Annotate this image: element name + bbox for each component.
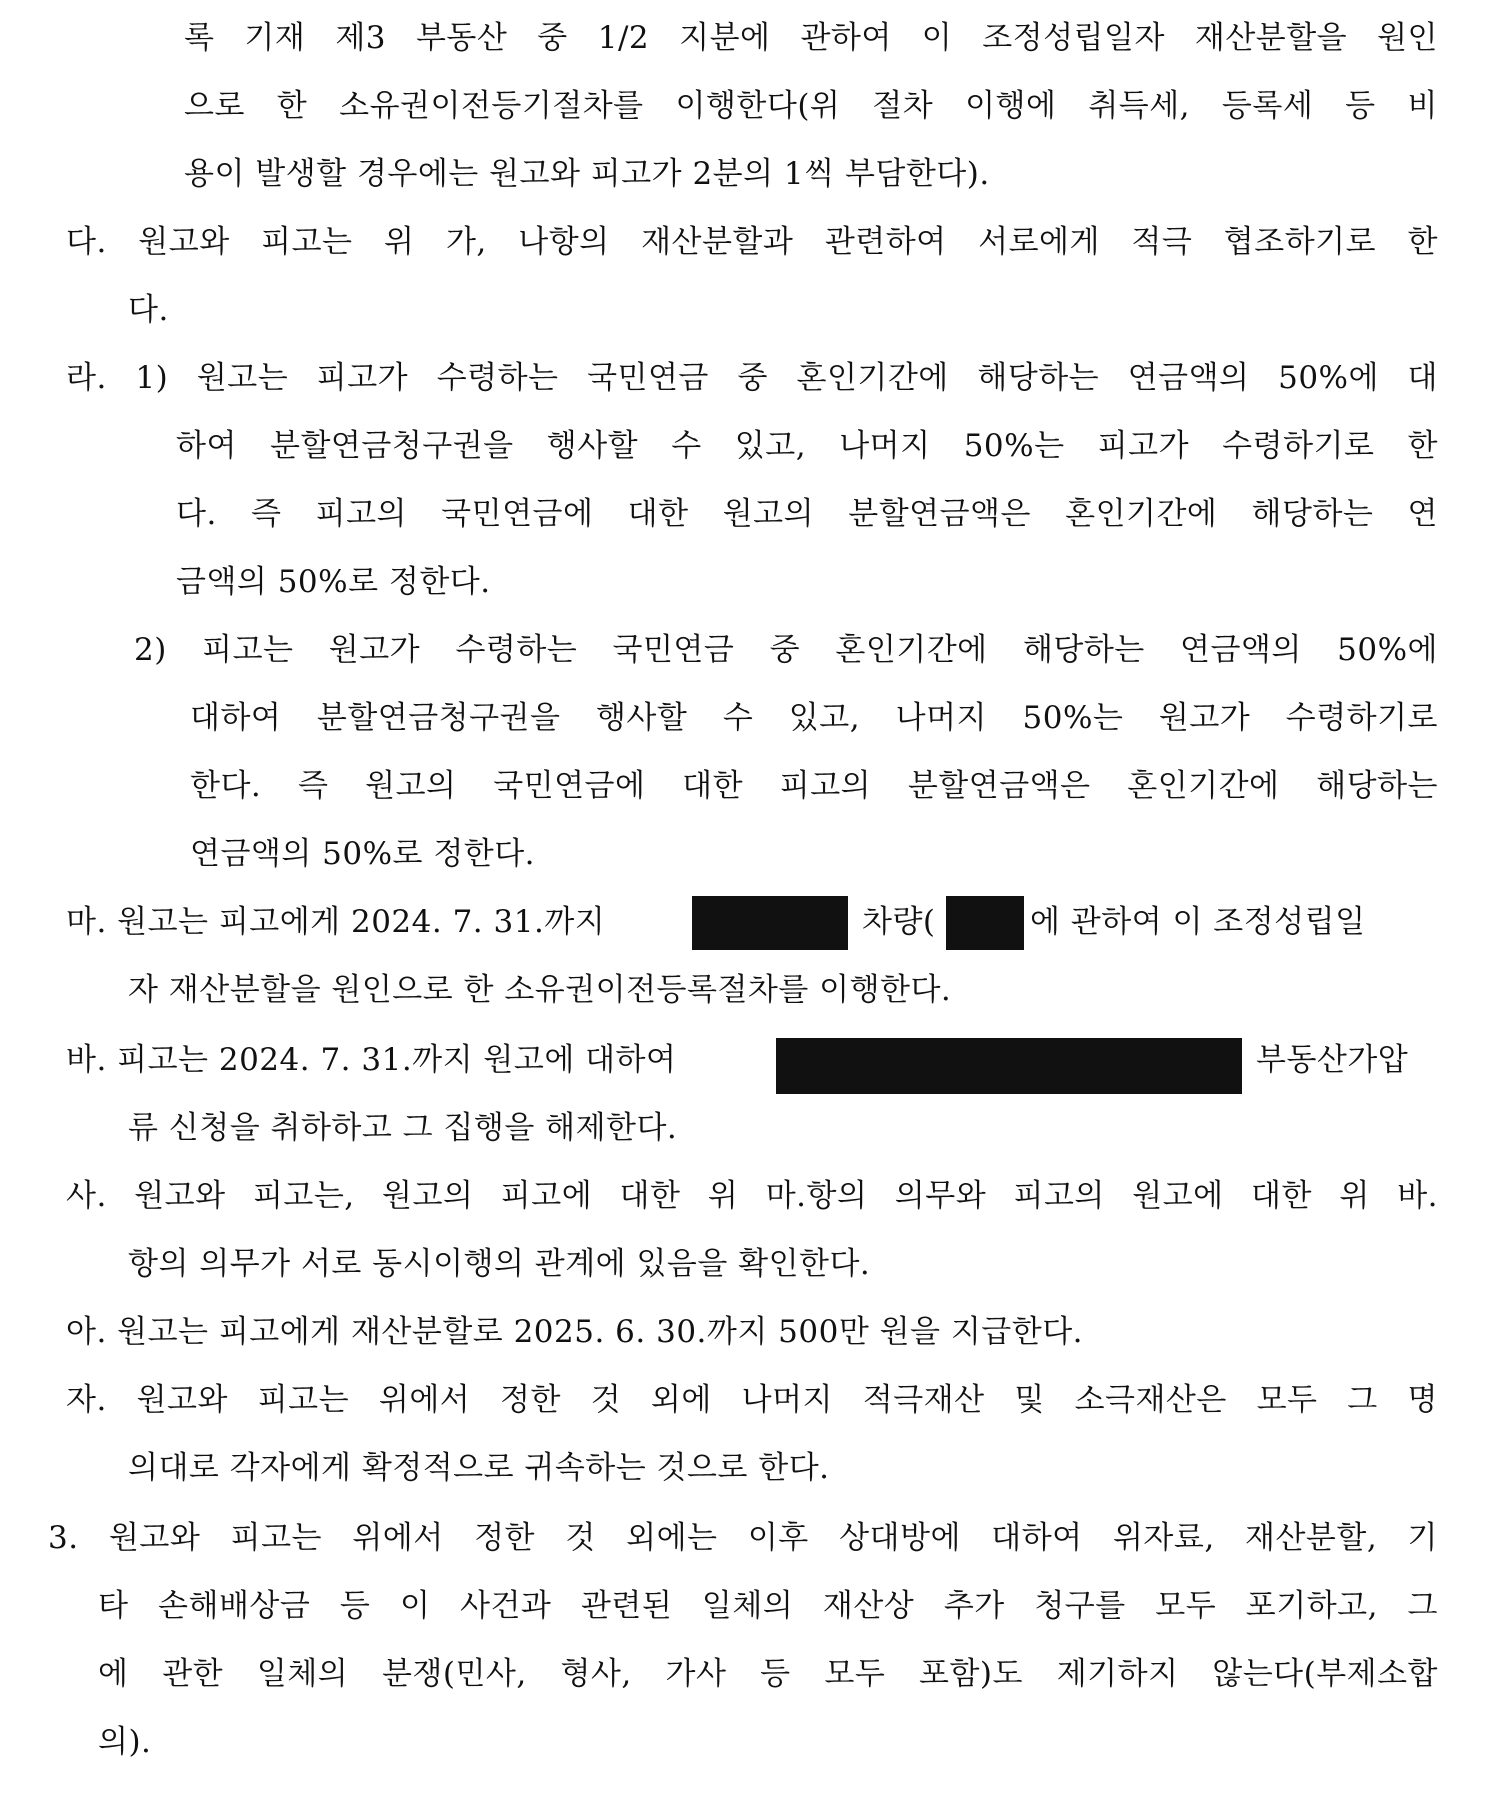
text-line: 에 관한 일체의 분쟁(민사, 형사, 가사 등 모두 포함)도 제기하지 않는다(부제소합 [98, 1656, 1438, 1692]
text-line: 금액의 50%로 정한다. [176, 564, 491, 600]
text-line: 연금액의 50%로 정한다. [190, 836, 536, 872]
text-line: 사. 원고와 피고는, 원고의 피고에 대한 위 마.항의 의무와 피고의 원고에 대한 위 바. [66, 1178, 1438, 1214]
text-line: 아. 원고는 피고에게 재산분할로 2025. 6. 30.까지 500만 원을 지급한다. [66, 1314, 1083, 1350]
text-line: 자 재산분할을 원인으로 한 소유권이전등록절차를 이행한다. [128, 972, 952, 1008]
redaction-box [946, 896, 1024, 950]
redaction-box [776, 1038, 1242, 1094]
text-line: 자. 원고와 피고는 위에서 정한 것 외에 나머지 적극재산 및 소극재산은 모두 그 명 [66, 1382, 1438, 1418]
text-line: 라. 1) 원고는 피고가 수령하는 국민연금 중 혼인기간에 해당하는 연금액의 50%에 대 [66, 360, 1438, 396]
text-line: 하여 분할연금청구권을 행사할 수 있고, 나머지 50%는 피고가 수령하기로 한 [176, 428, 1438, 464]
text-line: 마. 원고는 피고에게 2024. 7. 31.까지 [66, 904, 606, 940]
text-line: 바. 피고는 2024. 7. 31.까지 원고에 대하여 [66, 1042, 677, 1078]
text-line: 타 손해배상금 등 이 사건과 관련된 일체의 재산상 추가 청구를 모두 포기하고, 그 [98, 1588, 1438, 1624]
redaction-box [692, 896, 848, 950]
text-line: 차량( [862, 904, 936, 940]
text-line: 다. 즉 피고의 국민연금에 대한 원고의 분할연금액은 혼인기간에 해당하는 연 [176, 496, 1438, 532]
text-line: 다. 원고와 피고는 위 가, 나항의 재산분할과 관련하여 서로에게 적극 협조하기로 한 [66, 224, 1438, 260]
text-line: 2) 피고는 원고가 수령하는 국민연금 중 혼인기간에 해당하는 연금액의 50%에 [134, 632, 1438, 668]
text-line: 류 신청을 취하하고 그 집행을 해제한다. [128, 1110, 678, 1146]
text-line: 으로 한 소유권이전등기절차를 이행한다(위 절차 이행에 취득세, 등록세 등 비 [184, 88, 1438, 124]
text-line: 한다. 즉 원고의 국민연금에 대한 피고의 분할연금액은 혼인기간에 해당하는 [190, 768, 1438, 804]
text-line: 3. 원고와 피고는 위에서 정한 것 외에는 이후 상대방에 대하여 위자료, 재산분할, 기 [48, 1520, 1438, 1556]
text-line: 록 기재 제3 부동산 중 1/2 지분에 관하여 이 조정성립일자 재산분할을 원인 [184, 20, 1438, 56]
text-line: 에 관하여 이 조정성립일 [1030, 904, 1366, 940]
text-line: 다. [128, 292, 169, 328]
text-line: 의). [98, 1724, 152, 1760]
text-line: 대하여 분할연금청구권을 행사할 수 있고, 나머지 50%는 원고가 수령하기로 [190, 700, 1438, 736]
text-line: 항의 의무가 서로 동시이행의 관계에 있음을 확인한다. [128, 1246, 871, 1282]
text-line: 용이 발생할 경우에는 원고와 피고가 2분의 1씩 부담한다). [184, 156, 990, 192]
text-line: 부동산가압 [1256, 1042, 1409, 1078]
text-line: 의대로 각자에게 확정적으로 귀속하는 것으로 한다. [128, 1450, 830, 1486]
